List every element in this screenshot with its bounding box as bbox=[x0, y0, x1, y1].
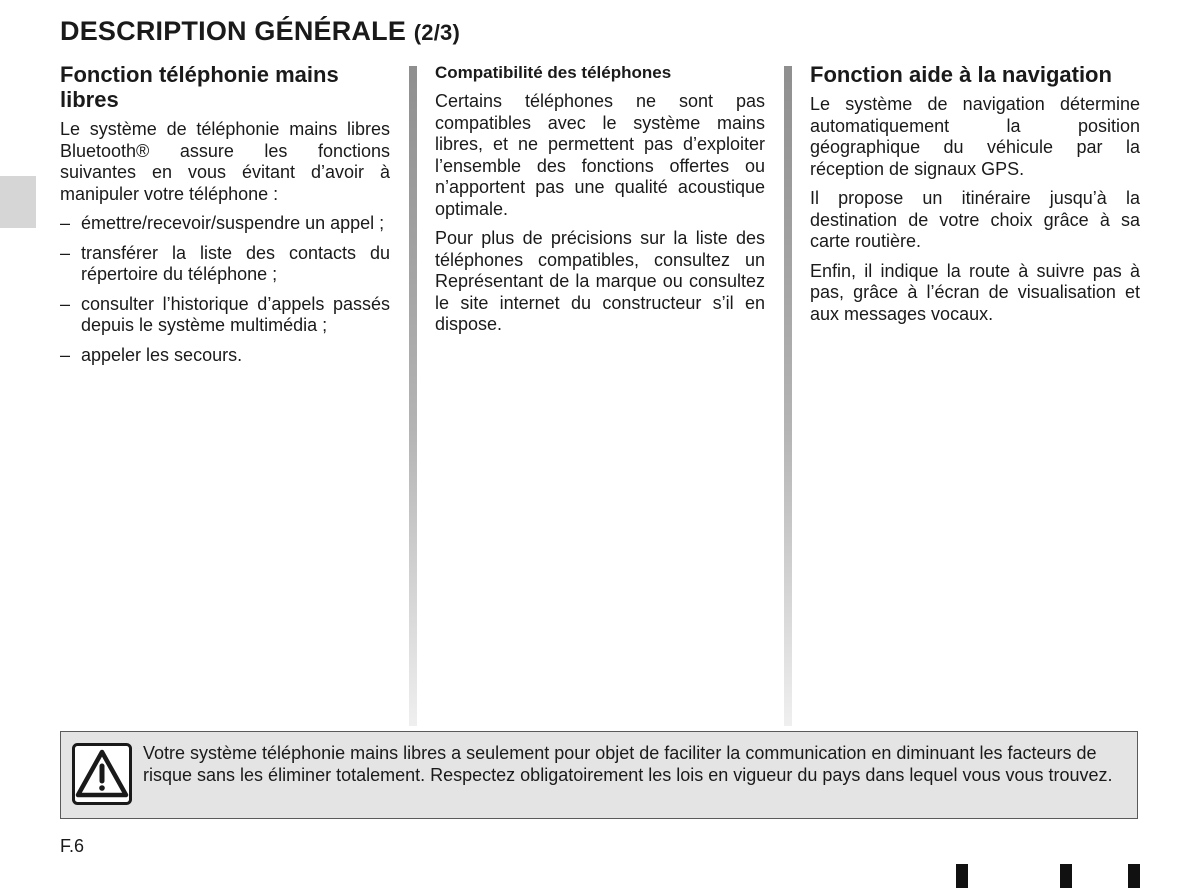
list-item bbox=[60, 294, 390, 337]
page-edge-mark bbox=[1060, 864, 1072, 888]
page-title-suffix: (2/3) bbox=[413, 20, 460, 45]
dash-bullet: – bbox=[60, 344, 71, 365]
list-item bbox=[60, 213, 390, 235]
warning-triangle-icon bbox=[72, 743, 132, 805]
compatibility-paragraph: Certains téléphones ne sont pas compatibles avec le système mains libres, et ne permettent pas d’exploiter l’ensemble des fonctions offertes ou n’apportent pas une qualité acoustique optimale. bbox=[435, 91, 765, 219]
list-item-text: transférer la liste des contacts du répertoire du téléphone ; bbox=[81, 242, 390, 284]
navigation-paragraph: Enfin, il indique la route à suivre pas à pas, grâce à l’écran de visualisation et aux messages vocaux. bbox=[810, 260, 1140, 324]
column-compatibility bbox=[435, 62, 765, 344]
dash-bullet: – bbox=[60, 242, 71, 263]
column-divider bbox=[409, 66, 417, 726]
page-number: F.6 bbox=[60, 836, 85, 856]
compatibility-paragraph: Pour plus de précisions sur la liste des téléphones compatibles, consultez un Représentant de la marque ou consultez le site internet du constructeur s’il en dispose. bbox=[435, 228, 765, 334]
hands-free-intro: Le système de téléphonie mains libres Bluetooth® assure les fonctions suivantes en vous évitant d’avoir à manipuler votre téléphone : bbox=[60, 119, 390, 204]
list-item-text: appeler les secours. bbox=[81, 344, 243, 365]
chapter-tab bbox=[0, 176, 36, 228]
page-title-text: DESCRIPTION GÉNÉRALE bbox=[60, 16, 407, 46]
dash-bullet: – bbox=[60, 293, 71, 314]
list-item-text: émettre/recevoir/suspendre un appel ; bbox=[81, 213, 385, 233]
navigation-paragraph: Le système de navigation détermine automatiquement la position géographique du véhicule par la réception de signaux GPS. bbox=[810, 94, 1140, 179]
navigation-heading: Fonction aide à la navigation bbox=[810, 62, 1112, 87]
hands-free-heading: Fonction téléphonie mains libres bbox=[60, 62, 339, 112]
page-title bbox=[60, 16, 460, 47]
compatibility-heading: Compatibilité des téléphones bbox=[435, 63, 672, 82]
dash-bullet: – bbox=[60, 213, 71, 233]
list-item-text: consulter l’historique d’appels passés depuis le système multimédia ; bbox=[81, 293, 390, 335]
page-edge-mark bbox=[1128, 864, 1140, 888]
navigation-paragraph: Il propose un itinéraire jusqu’à la destination de votre choix grâce à sa carte routière. bbox=[810, 188, 1140, 251]
warning-text: Votre système téléphonie mains libres a seulement pour objet de faciliter la communication en diminuant les facteurs de risque sans les éliminer totalement. Respectez obligatoirement les lois en vigueur du pays dans lequel vous vous trouvez. bbox=[143, 743, 1113, 785]
column-hands-free bbox=[60, 62, 390, 374]
hands-free-function-list bbox=[60, 213, 390, 366]
list-item bbox=[60, 345, 390, 367]
page-edge-mark bbox=[956, 864, 968, 888]
warning-box bbox=[60, 731, 1138, 819]
column-divider bbox=[784, 66, 792, 726]
list-item bbox=[60, 243, 390, 286]
column-navigation bbox=[810, 62, 1140, 333]
